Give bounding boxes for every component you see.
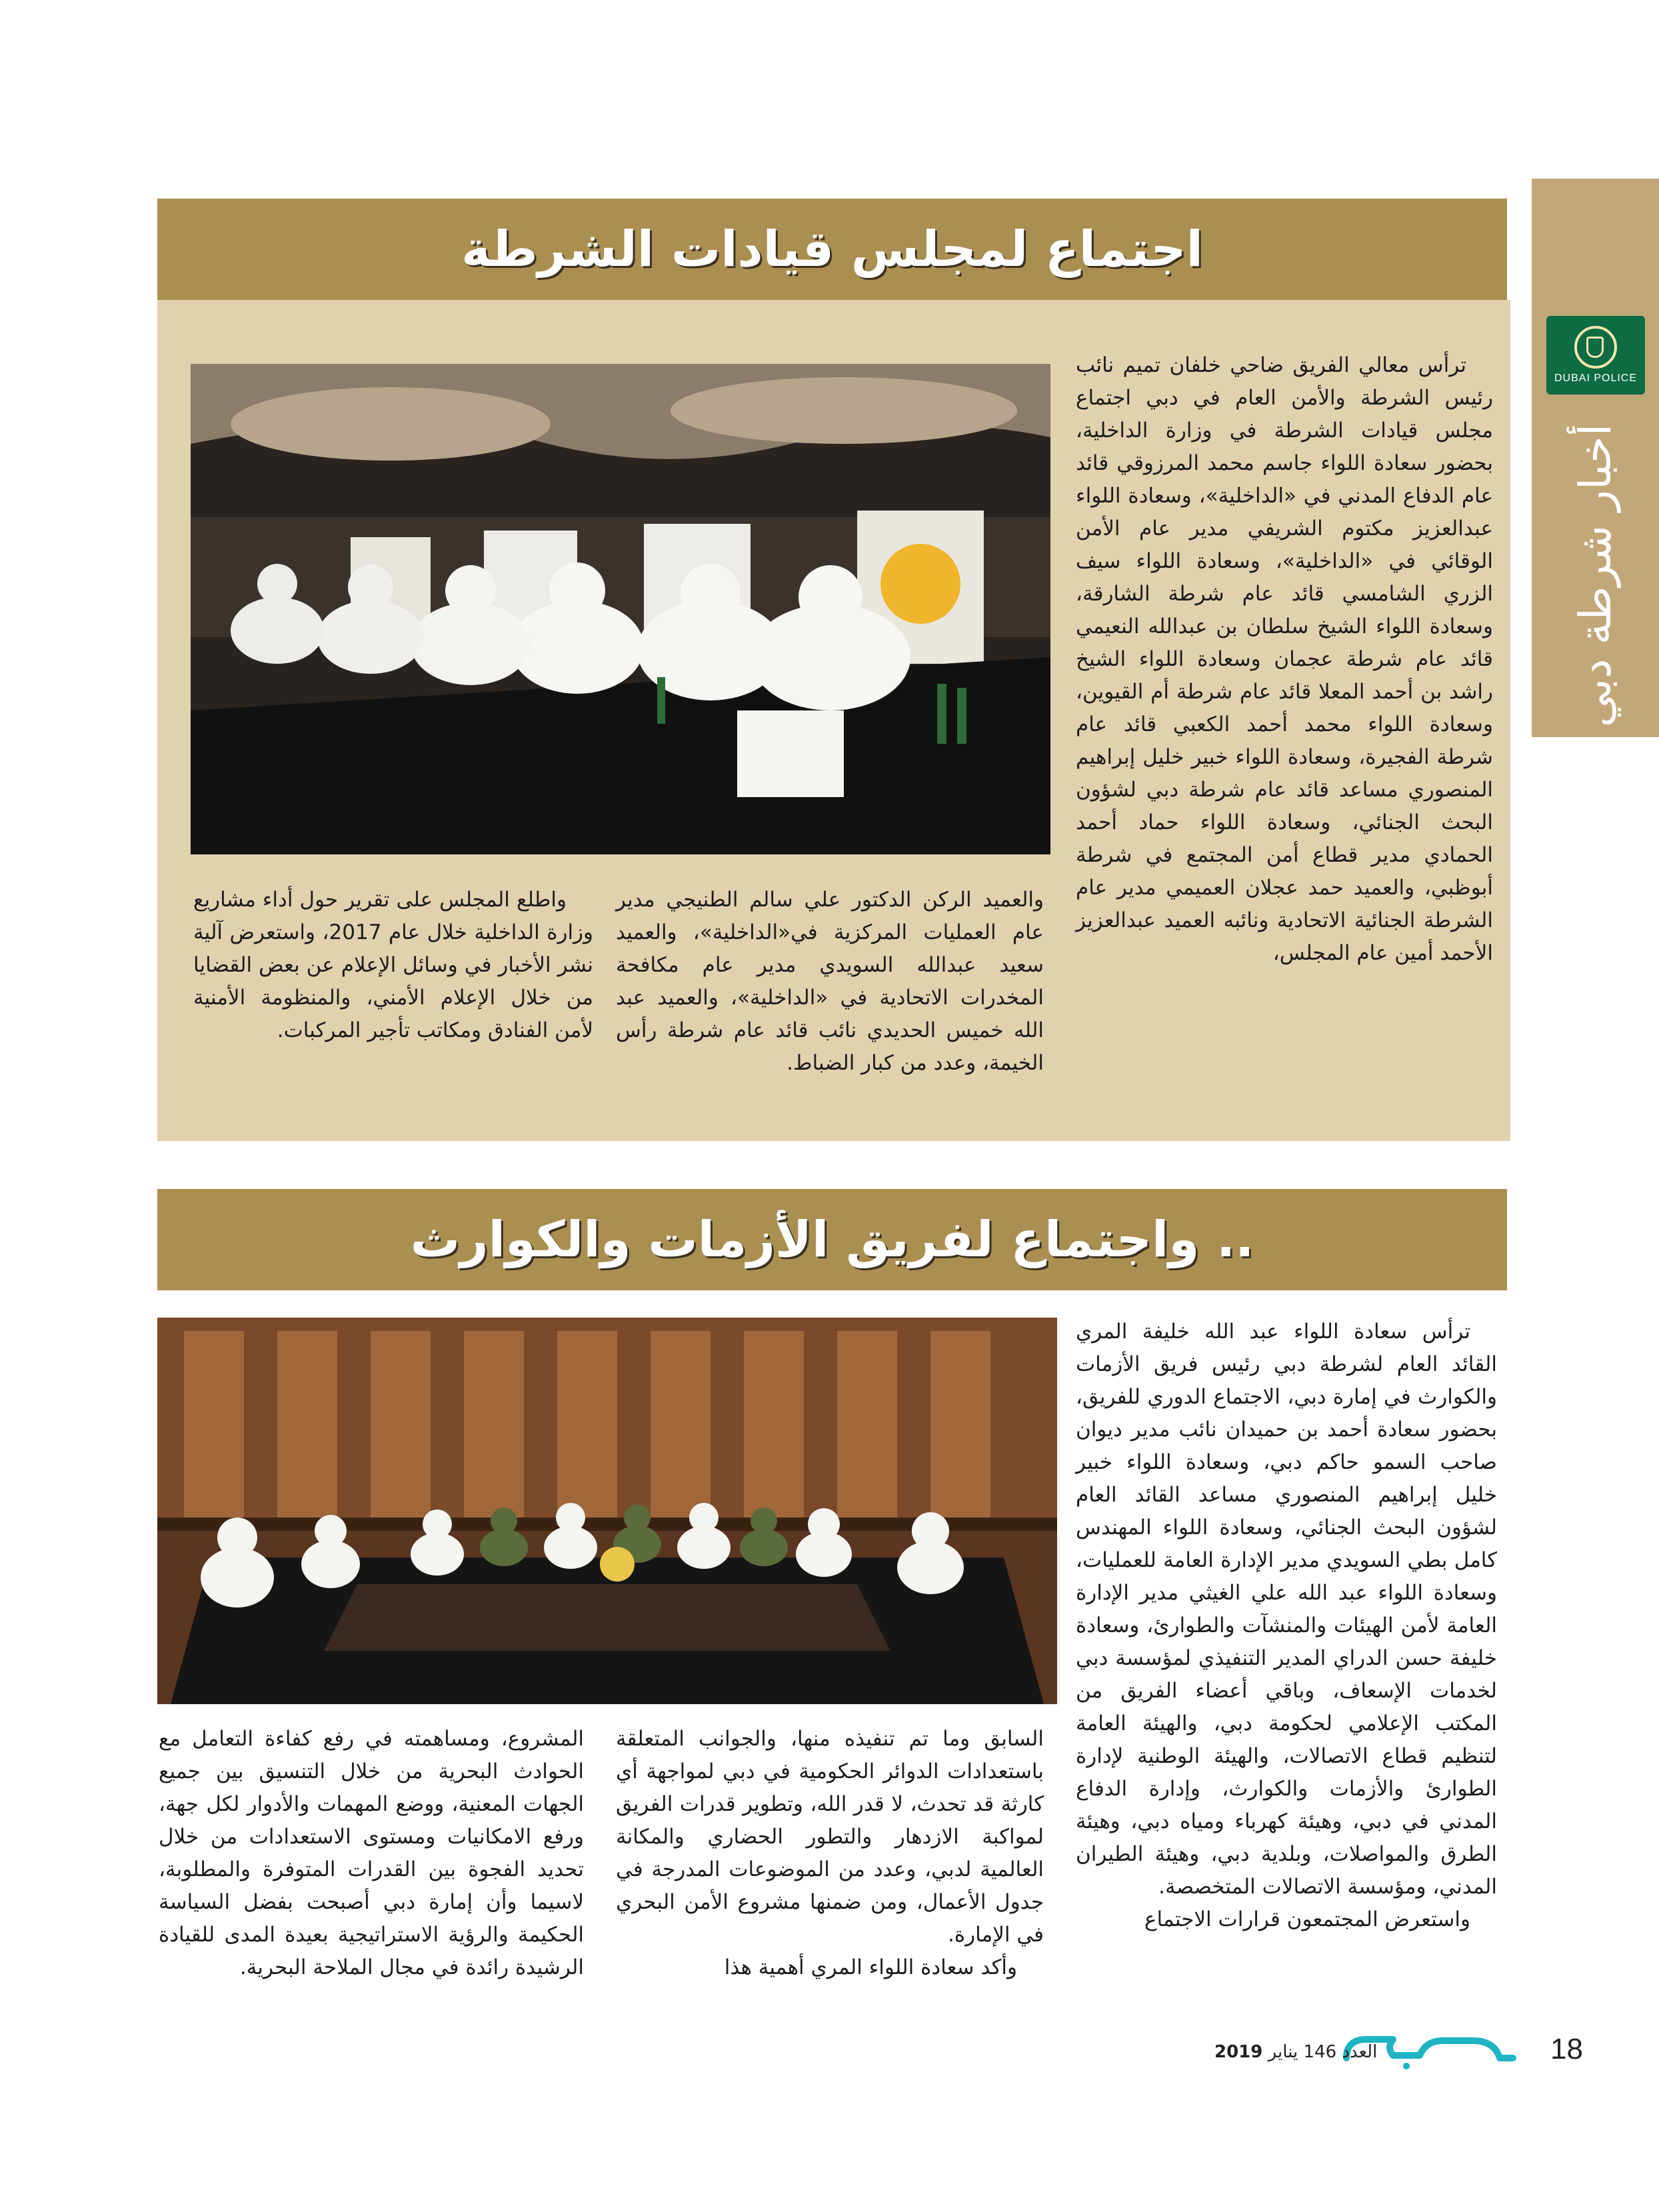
issue-info [1214,2042,1377,2062]
section1-title: اجتماع لمجلس قيادات الشرطة [157,199,1507,300]
section2-paragraph-4: وأكد سعادة اللواء المري أهمية هذا [724,1955,1017,1979]
section2-paragraph-3: السابق وما تم تنفيذه منها، والجوانب المتعلقة باستعدادات الدوائر الحكومية في دبي لمواجهة أي كارثة قد تحدث، لا قدر الله، وتطوير قدرات الفريق لمواكبة الازدهار والتطور الحضاري والمكانة العالمية لدبي، وعدد من الموضوعات المدرجة في جدول الأعمال، ومن ضمنها مشروع الأمن البحري في الإمارة. [616,1727,1044,1947]
section1-column-right [1076,349,1493,970]
section2-paragraph-5: المشروع، ومساهمته في رفع كفاءة التعامل مع الحوادث البحرية من خلال التنسيق بين جميع الجهات المعنية، ووضع المهمات والأدوار لكل جهة، ورفع الامكانيات ومستوى الاستعدادات من خلال تحديد الفجوة بين القدرات المتوفرة والمطلوبة، لاسيما وأن إمارة دبي أصبحت بفضل السياسة الحكيمة والرؤية الاستراتيجية بعيدة المدى للقيادة الرشيدة رائدة في مجال الملاحة البحرية. [159,1727,584,1979]
logo-label: DUBAI POLICE [1554,373,1638,384]
section1-column-left [193,884,593,1047]
section2-paragraph-1: ترأس سعادة اللواء عبد الله خليفة المري القائد العام لشرطة دبي رئيس فريق الأزمات والكوارث في إمارة دبي، الاجتماع الدوري للفريق، بحضور سعادة أحمد بن حميدان نائب مدير ديوان صاحب السمو حاكم دبي، وسعادة اللواء خبير خليل إبراهيم المنصوري مساعد القائد العام لشؤون البحث الجنائي، وسعادة اللواء المهندس كامل بطي السويدي مدير الإدارة العامة للعمليات، وسعادة اللواء عبد الله علي الغيثي مدير الإدارة العامة لأمن الهيئات والمنشآت والطوارئ، وسعادة خليفة حسن الدراي المدير التنفيذي لمؤسسة دبي لخدمات الإسعاف، وباقي أعضاء الفريق من المكتب الإعلامي لحكومة دبي، والهيئة العامة لتنظيم قطاع الاتصالات، والهيئة الوطنية لإدارة الطوارئ والأزمات والكوارث، وإدارة الدفاع المدني في دبي، وهيئة كهرباء ومياه دبي، وهيئة الطرق والمواصلات، وبلدية دبي، وهيئة الطيران المدني، ومؤسسة الاتصالات المتخصصة. [1076,1320,1497,1899]
side-section-label [1532,413,1659,737]
police-crest-icon [1574,326,1617,369]
page-number: 18 [1550,2033,1583,2065]
section1-column-middle [616,884,1044,1080]
police-council-meeting-photo [191,364,1050,854]
crisis-team-meeting-photo [157,1318,1057,1704]
section2-column-left [159,1723,584,1984]
dubai-police-logo [1546,316,1645,395]
section2-title: .. واجتماع لفريق الأزمات والكوارث [157,1189,1507,1290]
section1-paragraph-2: والعميد الركن الدكتور علي سالم الطنيجي مدير عام العمليات المركزية في«الداخلية»، والعميد سعيد عبدالله السويدي مدير عام مكافحة المخدرات الاتحادية في «الداخلية»، والعميد عبد الله خميس الحديدي نائب قائد عام شرطة رأس الخيمة، وعدد من كبار الضباط. [616,888,1044,1075]
section1-paragraph-3: واطلع المجلس على تقرير حول أداء مشاريع وزارة الداخلية خلال عام 2017، واستعرض آلية نشر الأخبار في وسائل الإعلام عن بعض القضايا من خلال الإعلام الأمني، والمنظومة الأمنية لأمن الفنادق ومكاتب تأجير المركبات. [193,888,593,1042]
issue-text: العدد 146 يناير [1268,2042,1378,2062]
meeting-photo-illustration [157,1318,1057,1704]
issue-year: 2019 [1214,2042,1263,2062]
side-section-label-text: أخبار شرطة دبي [1570,423,1621,727]
section2-column-right [1076,1316,1497,1936]
section2-column-middle [616,1723,1044,1984]
section2-paragraph-2: واستعرض المجتمعون قرارات الاجتماع [1144,1907,1470,1931]
section1-paragraph-1: ترأس معالي الفريق ضاحي خلفان تميم نائب رئيس الشرطة والأمن العام في دبي اجتماع مجلس قيادات الشرطة في وزارة الداخلية، بحضور سعادة اللواء جاسم محمد المرزوقي قائد عام الدفاع المدني في «الداخلية»، وسعادة اللواء عبدالعزيز مكتوم الشريفي مدير عام الأمن الوقائي في «الداخلية»، وسعادة اللواء سيف الزري الشامسي قائد عام شرطة الشارقة، وسعادة اللواء الشيخ سلطان بن عبدالله النعيمي قائد عام شرطة عجمان وسعادة اللواء الشيخ راشد بن أحمد المعلا قائد عام شرطة أم القيوين، وسعادة اللواء محمد أحمد الكعبي قائد عام شرطة الفجيرة، وسعادة اللواء خبير خليل إبراهيم المنصوري مساعد قائد عام شرطة دبي لشؤون البحث الجنائي، وسعادة اللواء حماد أحمد الحمادي مدير قطاع أمن المجتمع في شرطة أبوظبي، والعميد حمد عجلان العميمي مدير عام الشرطة الجنائية الاتحادية ونائبه العميد عبدالعزيز الأحمد أمين عام المجلس، [1076,353,1493,965]
meeting-photo-illustration [191,364,1050,854]
